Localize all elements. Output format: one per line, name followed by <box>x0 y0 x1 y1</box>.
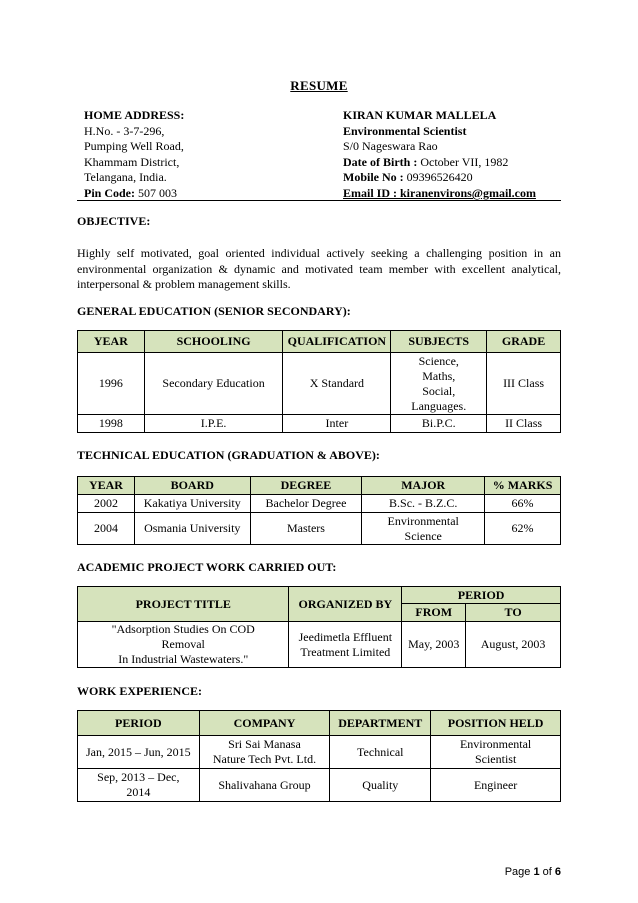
address-line: Khammam District, <box>84 154 180 169</box>
home-address <box>84 108 184 202</box>
contact-block <box>343 108 536 202</box>
candidate-relation: S/0 Nageswara Rao <box>343 139 438 154</box>
table-cell: Science, Maths, Social, Languages. <box>391 353 487 415</box>
table-cell: Bachelor Degree <box>250 495 362 513</box>
table-cell: I.P.E. <box>144 415 283 433</box>
table-cell: Jeedimetla Effluent Treatment Limited <box>289 622 402 668</box>
table-header-row <box>78 331 561 353</box>
candidate-designation: Environmental Scientist <box>343 123 467 138</box>
col-header: GRADE <box>487 331 561 353</box>
col-header: QUALIFICATION <box>283 331 391 353</box>
mobile-label: Mobile No : <box>343 170 404 185</box>
col-header: DEGREE <box>250 477 362 495</box>
table-row <box>78 769 561 802</box>
table-row <box>78 622 561 668</box>
table-cell: Bi.P.C. <box>391 415 487 433</box>
dob-value: October VII, 1982 <box>417 154 509 169</box>
candidate-name: KIRAN KUMAR MALLELA <box>343 108 497 122</box>
col-header: % MARKS <box>485 477 561 495</box>
address-line: Pumping Well Road, <box>84 139 184 154</box>
page-number-footer <box>505 866 561 878</box>
table-cell: 1998 <box>78 415 145 433</box>
mobile-value: 09396526420 <box>403 170 473 185</box>
table-cell: Secondary Education <box>144 353 283 415</box>
col-header: BOARD <box>134 477 250 495</box>
col-header: PROJECT TITLE <box>78 587 289 622</box>
table-row <box>78 415 561 433</box>
table-cell: "Adsorption Studies On COD Removal In Industrial Wastewaters." <box>78 622 289 668</box>
table-cell: III Class <box>487 353 561 415</box>
work-table <box>77 710 561 802</box>
table-row <box>78 513 561 545</box>
table-cell: Masters <box>250 513 362 545</box>
table-cell: Sri Sai Manasa Nature Tech Pvt. Ltd. <box>199 736 330 769</box>
table-cell: Kakatiya University <box>134 495 250 513</box>
table-cell: X Standard <box>283 353 391 415</box>
pin-value: 507 003 <box>135 185 177 200</box>
dob-label: Date of Birth : <box>343 154 418 169</box>
table-cell: 2004 <box>78 513 135 545</box>
col-header: YEAR <box>78 477 135 495</box>
col-header: SCHOOLING <box>144 331 283 353</box>
table-cell: Quality <box>330 769 431 802</box>
col-header: YEAR <box>78 331 145 353</box>
header-divider <box>77 200 561 201</box>
col-header: TO <box>466 604 561 622</box>
objective-text: Highly self motivated, goal oriented individual actively seeking a challenging position in an environmental organization & dynamic and motivated team member with excellent analytical, interpersonal & problem management skills. <box>77 246 561 291</box>
col-header: PERIOD <box>402 587 561 604</box>
table-cell: 66% <box>485 495 561 513</box>
home-address-heading: HOME ADDRESS: <box>84 108 185 122</box>
work-heading: WORK EXPERIENCE: <box>77 684 203 698</box>
col-header: SUBJECTS <box>391 331 487 353</box>
current-page: 1 <box>533 866 540 878</box>
table-cell: Environmental Science <box>362 513 485 545</box>
table-row <box>78 736 561 769</box>
email-link[interactable]: Email ID : kiranenvirons@gmail.com <box>343 185 536 200</box>
mobile-number <box>343 170 536 186</box>
col-header: ORGANIZED BY <box>289 587 402 622</box>
technical-education-heading: TECHNICAL EDUCATION (GRADUATION & ABOVE): <box>77 448 380 462</box>
table-cell: 62% <box>485 513 561 545</box>
pin-label: Pin Code: <box>84 185 135 200</box>
col-header: MAJOR <box>362 477 485 495</box>
table-cell: Technical <box>330 736 431 769</box>
table-cell: 2002 <box>78 495 135 513</box>
table-cell: August, 2003 <box>466 622 561 668</box>
table-header-row <box>78 477 561 495</box>
total-pages: 6 <box>554 866 561 878</box>
table-row <box>78 495 561 513</box>
objective-heading: OBJECTIVE: <box>77 214 151 228</box>
col-header: FROM <box>402 604 466 622</box>
table-header-row <box>78 711 561 736</box>
technical-education-table <box>77 476 561 545</box>
general-education-table <box>77 330 561 433</box>
date-of-birth <box>343 155 536 171</box>
table-cell: Osmania University <box>134 513 250 545</box>
table-cell: 1996 <box>78 353 145 415</box>
projects-heading: ACADEMIC PROJECT WORK CARRIED OUT: <box>77 560 337 574</box>
table-cell: Shalivahana Group <box>199 769 330 802</box>
address-line: H.No. - 3-7-296, <box>84 123 165 138</box>
table-header-row <box>78 587 561 604</box>
table-cell: Inter <box>283 415 391 433</box>
resume-title: RESUME <box>290 78 348 93</box>
table-cell: Sep, 2013 – Dec, 2014 <box>78 769 200 802</box>
col-header: COMPANY <box>199 711 330 736</box>
table-cell: Engineer <box>431 769 561 802</box>
of-word: of <box>539 866 555 878</box>
page-word: Page <box>504 866 534 878</box>
table-cell: May, 2003 <box>402 622 466 668</box>
general-education-heading: GENERAL EDUCATION (SENIOR SECONDARY): <box>77 304 351 318</box>
table-cell: II Class <box>487 415 561 433</box>
table-cell: B.Sc. - B.Z.C. <box>362 495 485 513</box>
projects-table <box>77 586 561 668</box>
col-header: DEPARTMENT <box>330 711 431 736</box>
table-cell: Jan, 2015 – Jun, 2015 <box>78 736 200 769</box>
address-line: Telangana, India. <box>84 170 167 185</box>
table-cell: Environmental Scientist <box>431 736 561 769</box>
col-header: POSITION HELD <box>431 711 561 736</box>
col-header: PERIOD <box>78 711 200 736</box>
table-row <box>78 353 561 415</box>
